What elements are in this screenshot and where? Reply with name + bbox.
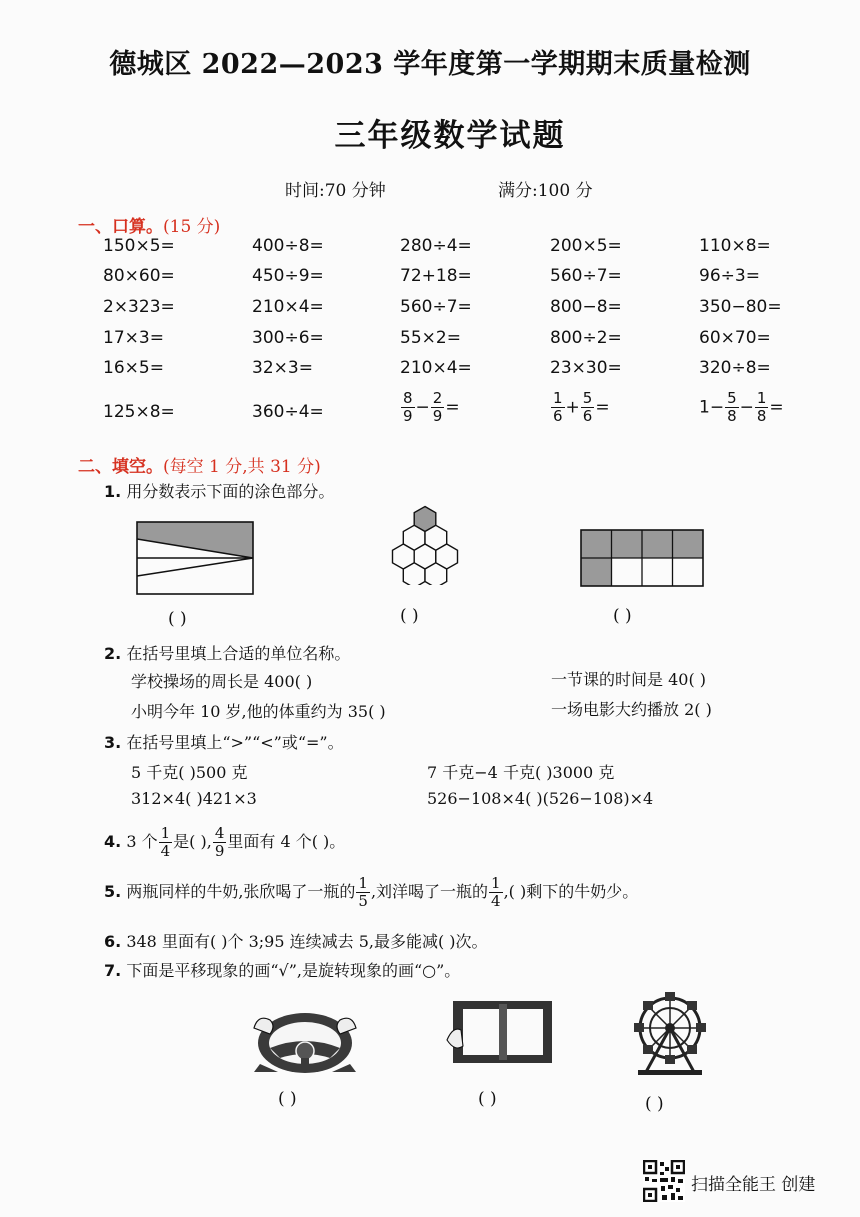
calc-item: 210×4= bbox=[252, 297, 324, 317]
calc-item: 400÷8= bbox=[252, 236, 324, 256]
exam-title: 德城区 2022—2023 学年度第一学期期末质量检测 bbox=[109, 49, 751, 80]
calc-item: 360÷4= bbox=[252, 402, 324, 422]
calc-item: 72+18= bbox=[400, 266, 472, 286]
calc-item: 17×3= bbox=[103, 328, 164, 348]
sliding-window-icon bbox=[445, 1000, 553, 1064]
calc-item: 60×70= bbox=[699, 328, 771, 348]
calc-item: 560÷7= bbox=[400, 297, 472, 317]
footer-watermark: 扫描全能王 创建 bbox=[691, 1175, 816, 1195]
calc-item: 16×5= bbox=[103, 358, 164, 378]
question-7: 7. 下面是平移现象的画“√”,是旋转现象的画“○”。 bbox=[104, 961, 461, 980]
fraction-calc: $\frac{8}{9}$ − $\frac{2}{9}$ = bbox=[403, 389, 460, 425]
calc-item: 2×323= bbox=[103, 297, 175, 317]
answer-blank[interactable]: ( ) bbox=[645, 1094, 664, 1114]
fraction-calc: $\frac{1}{6}$ + $\frac{5}{6}$ = bbox=[553, 389, 610, 425]
calc-item: 300÷6= bbox=[252, 328, 324, 348]
answer-blank[interactable]: ( ) bbox=[400, 606, 419, 626]
section1-heading: 一、口算。(15 分) bbox=[78, 217, 221, 237]
steering-wheel-icon bbox=[250, 1006, 360, 1076]
calc-item: 150×5= bbox=[103, 236, 175, 256]
calc-item: 280÷4= bbox=[400, 236, 472, 256]
calc-item: 560÷7= bbox=[550, 266, 622, 286]
question-3: 3. 在括号里填上“>”“<”或“=”。 bbox=[104, 733, 344, 752]
q2-item: 一节课的时间是 40( ) bbox=[551, 670, 707, 689]
calc-item: 800−8= bbox=[550, 297, 622, 317]
q2-item: 小明今年 10 岁,他的体重约为 35( ) bbox=[131, 702, 386, 721]
exam-score: 满分:100 分 bbox=[498, 181, 593, 201]
calc-item: 350−80= bbox=[699, 297, 782, 317]
section2-heading: 二、填空。(每空 1 分,共 31 分) bbox=[78, 457, 321, 477]
answer-blank[interactable]: ( ) bbox=[478, 1089, 497, 1109]
calc-item: 800÷2= bbox=[550, 328, 622, 348]
calc-item: 210×4= bbox=[400, 358, 472, 378]
exam-time: 时间:70 分钟 bbox=[285, 181, 386, 201]
rectangle-figure bbox=[136, 521, 254, 595]
calc-item: 96÷3= bbox=[699, 266, 760, 286]
exam-subtitle: 三年级数学试题 bbox=[334, 118, 566, 154]
fraction-calc: 1− $\frac{5}{8}$ − $\frac{1}{8}$ = bbox=[699, 389, 784, 425]
calc-item: 125×8= bbox=[103, 402, 175, 422]
question-5: 5. 两瓶同样的牛奶,张欣喝了一瓶的 $\frac{1}{5}$ ,刘洋喝了一瓶的 $\frac{1}{4}$ ,( )剩下的牛奶少。 bbox=[104, 874, 639, 910]
answer-blank[interactable]: ( ) bbox=[278, 1089, 297, 1109]
q3-item: 312×4( )421×3 bbox=[131, 789, 257, 808]
question-2: 2. 在括号里填上合适的单位名称。 bbox=[104, 644, 351, 663]
calc-item: 55×2= bbox=[400, 328, 461, 348]
calc-item: 23×30= bbox=[550, 358, 622, 378]
q3-item: 5 千克( )500 克 bbox=[131, 763, 248, 782]
calc-item: 32×3= bbox=[252, 358, 313, 378]
q3-item: 526−108×4( )(526−108)×4 bbox=[427, 789, 654, 808]
calc-item: 450÷9= bbox=[252, 266, 324, 286]
grid-figure bbox=[580, 529, 704, 587]
calc-item: 200×5= bbox=[550, 236, 622, 256]
question-4: 4. 3 个 $\frac{1}{4}$ 是( ), $\frac{4}{9}$ 里面有 4 个( )。 bbox=[104, 824, 346, 860]
q2-item: 一场电影大约播放 2( ) bbox=[551, 700, 712, 719]
answer-blank[interactable]: ( ) bbox=[168, 609, 187, 629]
q3-item: 7 千克−4 千克( )3000 克 bbox=[427, 763, 615, 782]
q2-item: 学校操场的周长是 400( ) bbox=[131, 672, 313, 691]
question-1: 1. 用分数表示下面的涂色部分。 bbox=[104, 482, 335, 501]
calc-item: 320÷8= bbox=[699, 358, 771, 378]
ferris-wheel-icon bbox=[630, 990, 710, 1076]
qr-code-icon bbox=[643, 1160, 685, 1206]
question-6: 6. 348 里面有( )个 3;95 连续减去 5,最多能减( )次。 bbox=[104, 932, 488, 951]
calc-item: 80×60= bbox=[103, 266, 175, 286]
calc-item: 110×8= bbox=[699, 236, 771, 256]
answer-blank[interactable]: ( ) bbox=[613, 606, 632, 626]
hexagon-figure bbox=[383, 505, 467, 585]
